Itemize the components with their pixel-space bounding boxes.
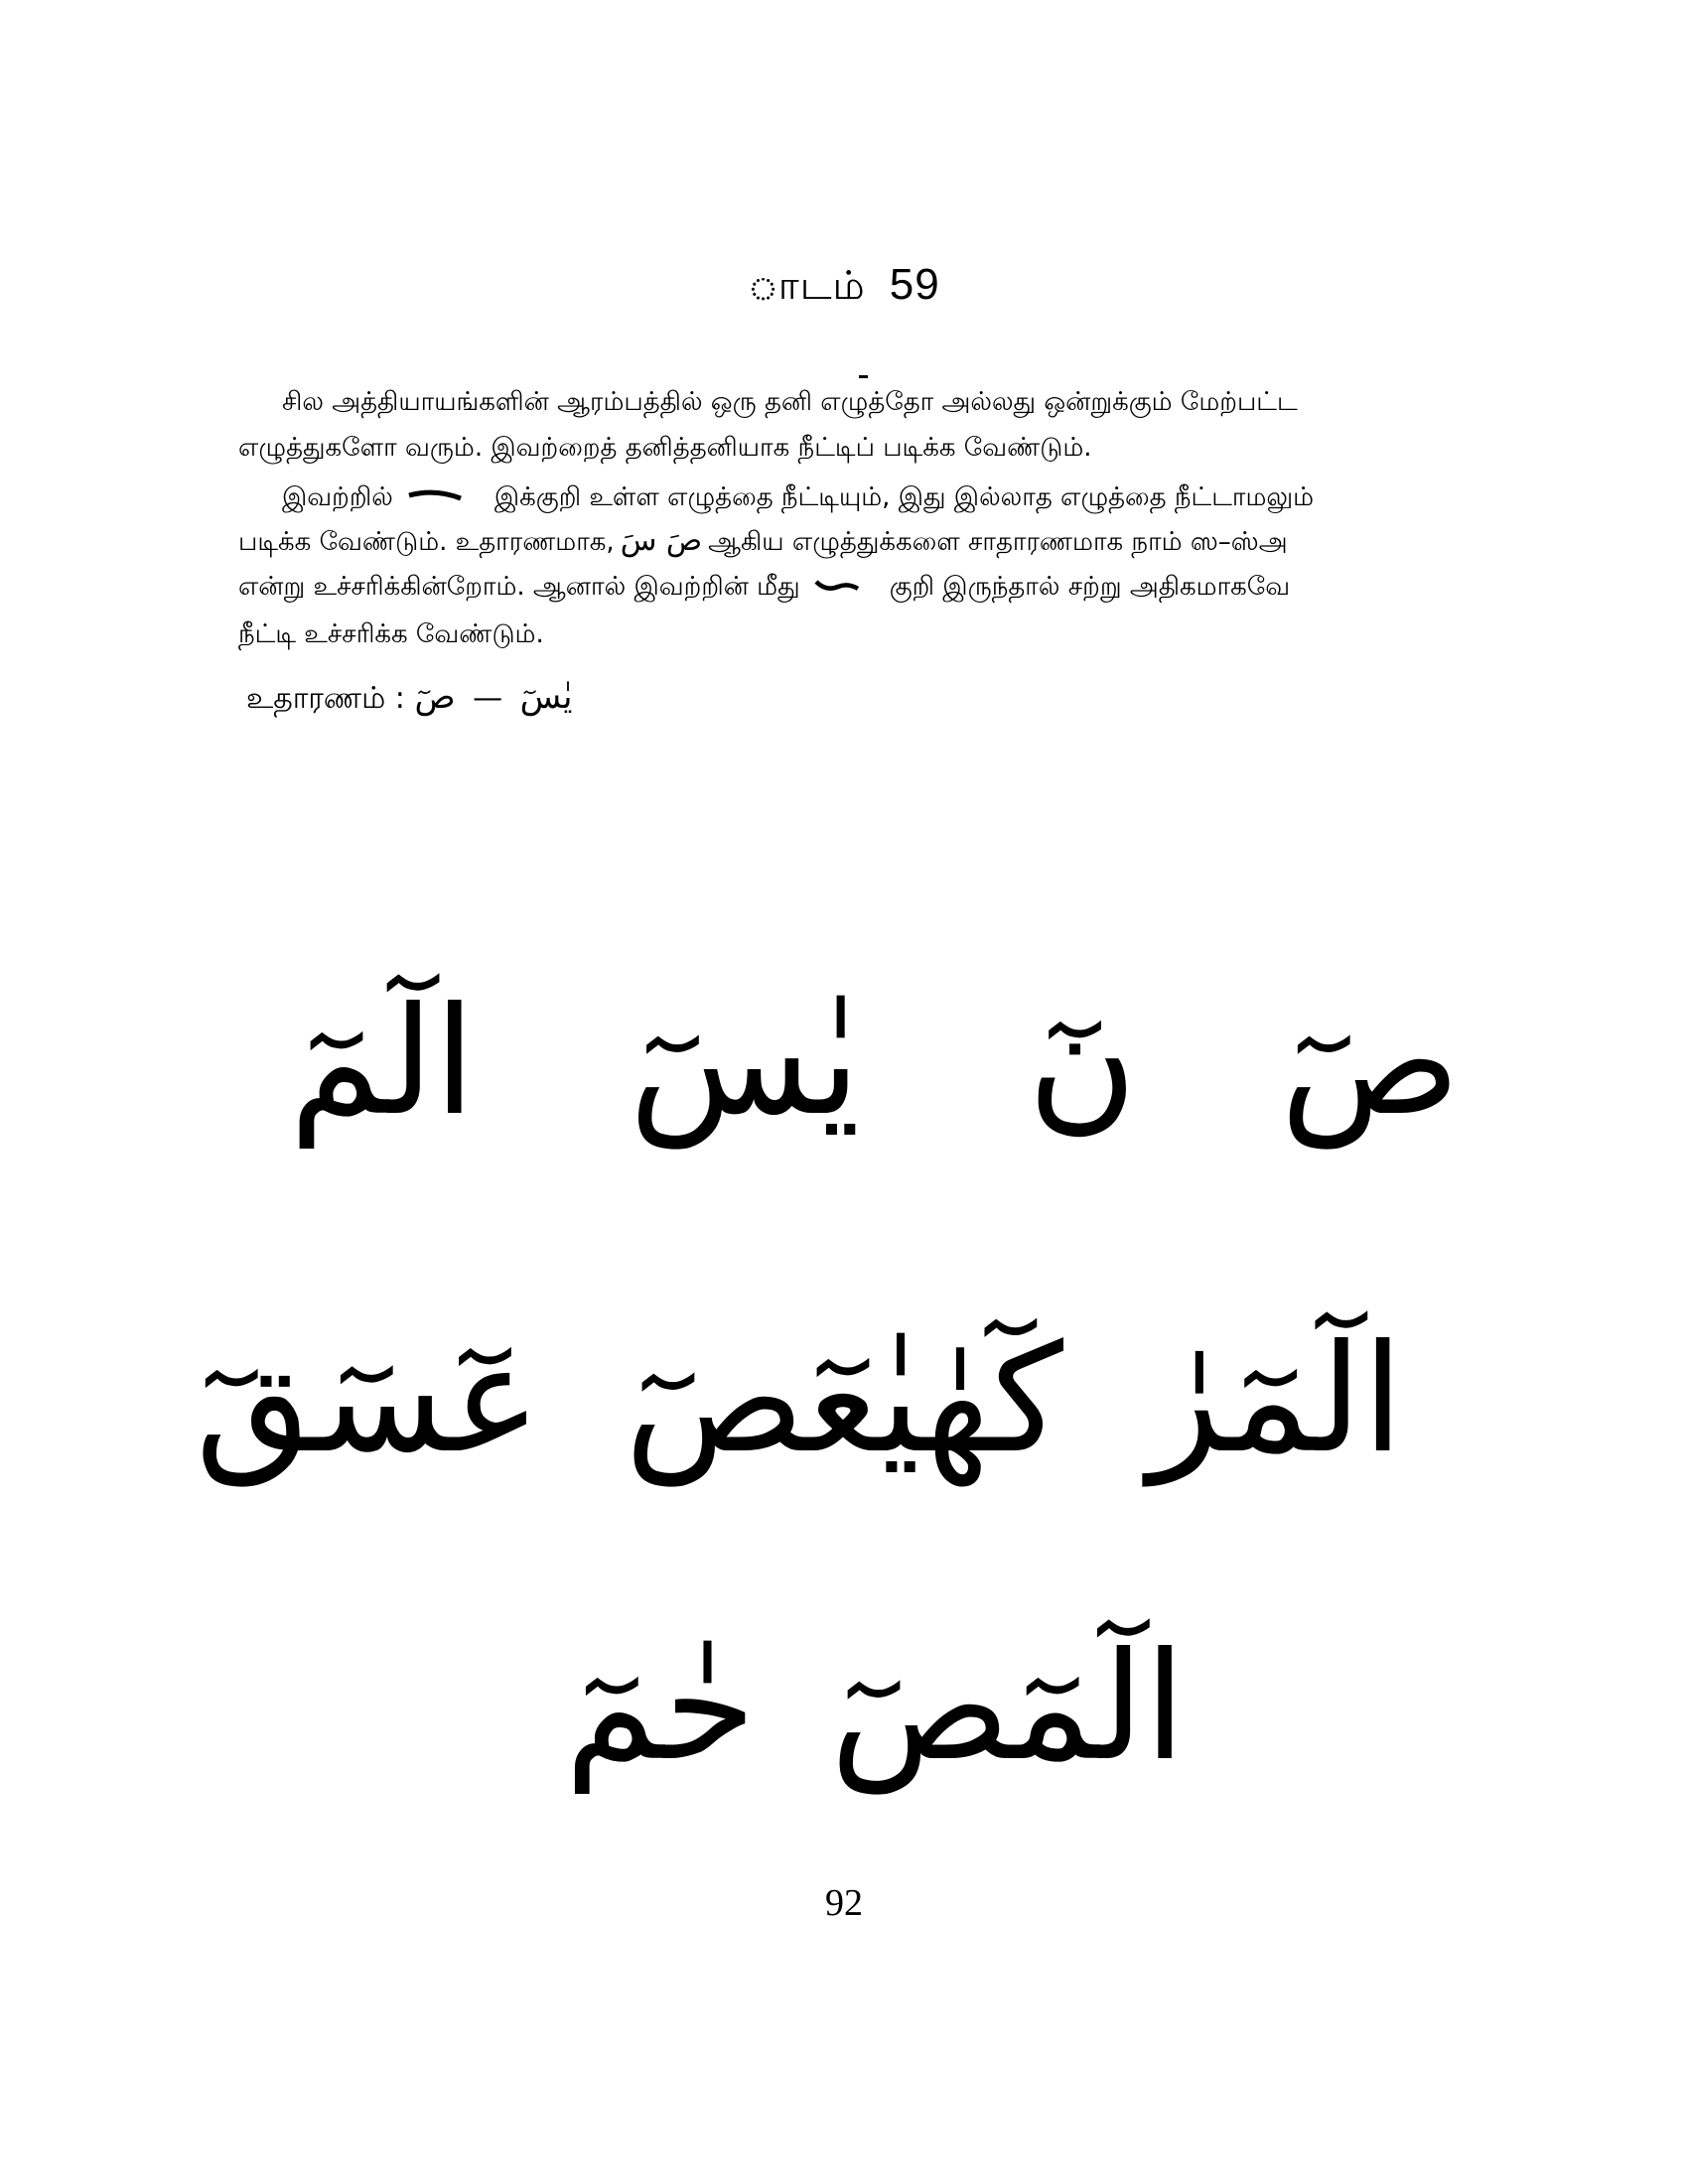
paragraph-2-line-2 xyxy=(238,523,1410,558)
paragraph-2-line-1 xyxy=(282,484,1454,511)
example-line xyxy=(246,677,572,720)
example-separator: — xyxy=(473,681,503,716)
example-arabic-yasin: يٰسٓ xyxy=(519,677,573,717)
p2-line1-after: இக்குறி உள்ள எழுத்தை நீட்டியும், இது இல்லாத எழுத்தை நீட்டாமலும் xyxy=(493,482,1315,512)
p2-line1-before: இவற்றில் xyxy=(282,482,393,512)
lesson-label: ாடம் xyxy=(748,263,866,309)
arabic-letters-ha-mim: حٰمٓ xyxy=(564,1621,757,1794)
page-number: 92 xyxy=(825,1882,863,1924)
lesson-number: 59 xyxy=(889,260,940,309)
example-arabic-sad: صٓ xyxy=(414,677,456,717)
arabic-letters-ain-sin-qaf: عٓسٓقٓ xyxy=(195,1313,541,1486)
paragraph-1-line-1: சில அத்தியாயங்களின் ஆரம்பத்தில் ஒரு தனி எழுத்தோ அல்லது ஒன்றுக்கும் மேற்பட்ட xyxy=(282,387,1298,417)
arabic-letters-kaf-ha-ya-ain-sad: كٓهٰيٰعٓصٓ xyxy=(625,1313,1063,1486)
p2-line3-before: என்று உச்சரிக்கின்றோம். ஆனால் இவற்றின் மீது xyxy=(238,572,800,602)
letters-row-3 xyxy=(0,1598,1688,1837)
example-label: உதாரணம் : xyxy=(246,681,405,716)
arabic-letter-nun: نٓ xyxy=(1027,976,1138,1149)
p2-line2-after: ஆகிய எழுத்துக்களை சாதாரணமாக நாம் ஸ–ஸ்அ xyxy=(708,527,1288,557)
arabic-letter-sad: صٓ xyxy=(1280,976,1461,1149)
p2-line2-before: படிக்க வேண்டும். உதாரணமாக, xyxy=(238,527,615,557)
letters-row-2 xyxy=(0,1291,1688,1529)
p2-line3-after: குறி இருந்தால் சற்று அதிகமாகவே xyxy=(889,572,1291,602)
p2-inline-arabic: صَ سَ xyxy=(620,523,703,558)
arabic-letters-alif-lam-mim-ra: الٓمٓرٰ xyxy=(1148,1313,1404,1486)
paragraph-2-line-4: நீட்டி உச்சரிக்க வேண்டும். xyxy=(238,619,544,649)
dash-mark xyxy=(859,375,868,378)
letters-row-1 xyxy=(0,953,1688,1191)
madd-sign-icon xyxy=(814,574,860,601)
lesson-heading xyxy=(0,260,1688,314)
madd-sign-icon xyxy=(407,485,465,511)
arabic-letters-alif-lam-mim: الٓمٓ xyxy=(289,976,476,1149)
arabic-letters-yasin: يٰسٓ xyxy=(629,976,861,1149)
arabic-letters-alif-lam-mim-sad: الٓمٓصٓ xyxy=(830,1621,1186,1794)
paragraph-1-line-2: எழுத்துகளோ வரும். இவற்றைத் தனித்தனியாக நீட்டிப் படிக்க வேண்டும். xyxy=(238,433,1092,463)
paragraph-2-line-3 xyxy=(238,574,1410,601)
